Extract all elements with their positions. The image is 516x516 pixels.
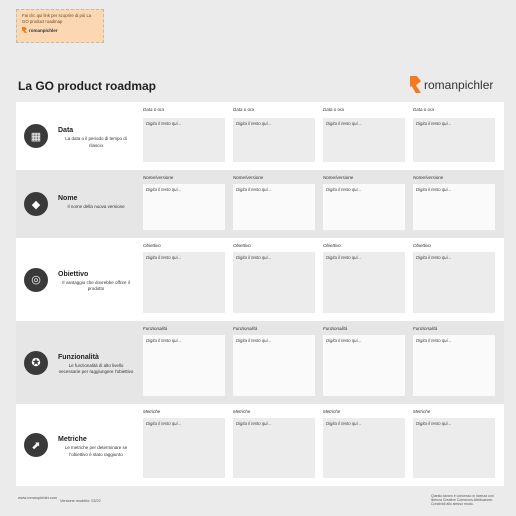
cell-placeholder: Digita il testo qui... — [326, 421, 362, 426]
row-description: Il vantaggio che dovrebbe offrire il prodotto — [62, 279, 130, 291]
text-cell[interactable] — [323, 118, 405, 162]
cell-label: Metriche — [143, 409, 161, 414]
sticky-brand-logo — [22, 27, 98, 33]
cell-placeholder: Digita il testo qui... — [326, 255, 362, 260]
cell-placeholder: Digita il testo qui... — [146, 187, 182, 192]
tag-icon: ◆ — [24, 192, 48, 216]
cell-label: Obiettivo — [413, 243, 431, 248]
text-cell[interactable] — [323, 184, 405, 230]
roadmap-sheet — [16, 102, 504, 486]
sticky-brand-text: romanpichler — [29, 27, 58, 33]
text-cell[interactable] — [233, 118, 315, 162]
cell-label: Funzionalità — [143, 326, 168, 331]
cell-label: Data o ora — [413, 107, 435, 112]
cell-placeholder: Digita il testo qui... — [416, 187, 452, 192]
cell-placeholder: Digita il testo qui... — [416, 338, 452, 343]
cell-label: Metriche — [323, 409, 341, 414]
text-cell[interactable] — [143, 184, 225, 230]
cell-placeholder: Digita il testo qui... — [146, 421, 182, 426]
sticky-note[interactable] — [16, 9, 104, 43]
row-obiettivo — [16, 238, 504, 321]
cell-label: Data o ora — [143, 107, 165, 112]
cell-placeholder: Digita il testo qui... — [416, 421, 452, 426]
text-cell[interactable] — [143, 118, 225, 162]
text-cell[interactable] — [233, 252, 315, 313]
text-cell[interactable] — [143, 418, 225, 478]
text-cell[interactable] — [233, 418, 315, 478]
cell-label: Nome/versione — [323, 175, 354, 180]
text-cell[interactable] — [413, 118, 495, 162]
footer-version: Versione modello: 03/22 — [60, 499, 101, 503]
cell-placeholder: Digita il testo qui... — [326, 121, 362, 126]
cell-label: Obiettivo — [143, 243, 161, 248]
cell-label: Funzionalità — [323, 326, 348, 331]
target-icon: ◎ — [24, 268, 48, 292]
row-title: Data — [58, 127, 74, 134]
cell-placeholder: Digita il testo qui... — [326, 338, 362, 343]
cell-placeholder: Digita il testo qui... — [326, 187, 362, 192]
cell-placeholder: Digita il testo qui... — [416, 121, 452, 126]
text-cell[interactable] — [323, 335, 405, 396]
text-cell[interactable] — [323, 252, 405, 313]
cell-placeholder: Digita il testo qui... — [146, 255, 182, 260]
text-cell[interactable] — [143, 252, 225, 313]
text-cell[interactable] — [413, 418, 495, 478]
row-nome — [16, 170, 504, 238]
cell-label: Data o ora — [233, 107, 255, 112]
text-cell[interactable] — [413, 184, 495, 230]
cell-label: Nome/versione — [413, 175, 444, 180]
cell-label: Nome/versione — [233, 175, 264, 180]
row-description: Le metriche per determinare se l'obiettivo è stato raggiunto — [64, 445, 128, 457]
row-title: Metriche — [58, 436, 87, 443]
cell-label: Obiettivo — [323, 243, 341, 248]
row-metriche — [16, 404, 504, 486]
row-title: Obiettivo — [58, 270, 89, 278]
brand-mark-icon — [22, 27, 27, 33]
cell-label: Obiettivo — [233, 243, 251, 248]
chart-icon: ⬈ — [24, 433, 48, 457]
row-description: Le funzionalità di alto livello necessarie per raggiungere l'obiettivo — [58, 362, 134, 374]
row-data — [16, 102, 504, 170]
row-description: La data o il periodo di tempo di rilascio — [65, 136, 127, 148]
brand-name: romanpichler — [424, 77, 494, 92]
text-cell[interactable] — [323, 418, 405, 478]
cell-label: Funzionalità — [233, 326, 258, 331]
cell-placeholder: Digita il testo qui... — [146, 121, 182, 126]
brand-logo — [410, 76, 493, 93]
text-cell[interactable] — [143, 335, 225, 396]
page-title: La GO product roadmap — [18, 79, 157, 93]
cell-placeholder: Digita il testo qui... — [236, 421, 272, 426]
text-cell[interactable] — [233, 184, 315, 230]
text-cell[interactable] — [413, 252, 495, 313]
romanpichler-logo-icon — [410, 76, 421, 93]
row-title: Funzionalità — [58, 353, 99, 361]
cell-placeholder: Digita il testo qui... — [236, 187, 272, 192]
cell-label: Metriche — [413, 409, 431, 414]
cell-label: Metriche — [233, 409, 251, 414]
row-funzionalit — [16, 321, 504, 404]
cell-placeholder: Digita il testo qui... — [146, 338, 182, 343]
cell-placeholder: Digita il testo qui... — [236, 121, 272, 126]
cell-placeholder: Digita il testo qui... — [416, 255, 452, 260]
footer-license: Questo lavoro è concesso in licenza con licenza Creative Commons Attribuzione-Condividi allo stesso modo. — [431, 494, 494, 507]
sticky-note-text: Fai clic qui link per scoprire di più La GO product roadmap — [22, 13, 92, 24]
row-title: Nome — [58, 195, 78, 202]
cell-label: Data o ora — [323, 107, 345, 112]
cell-label: Nome/versione — [143, 175, 174, 180]
cell-label: Funzionalità — [413, 326, 438, 331]
footer-website: www.romanpichler.com — [18, 496, 58, 500]
text-cell[interactable] — [413, 335, 495, 396]
row-description: Il nome della nuova versione — [67, 204, 125, 209]
text-cell[interactable] — [233, 335, 315, 396]
puzzle-icon: ✪ — [24, 351, 48, 375]
cell-placeholder: Digita il testo qui... — [236, 255, 272, 260]
calendar-icon: ▦ — [24, 124, 48, 148]
cell-placeholder: Digita il testo qui... — [236, 338, 272, 343]
